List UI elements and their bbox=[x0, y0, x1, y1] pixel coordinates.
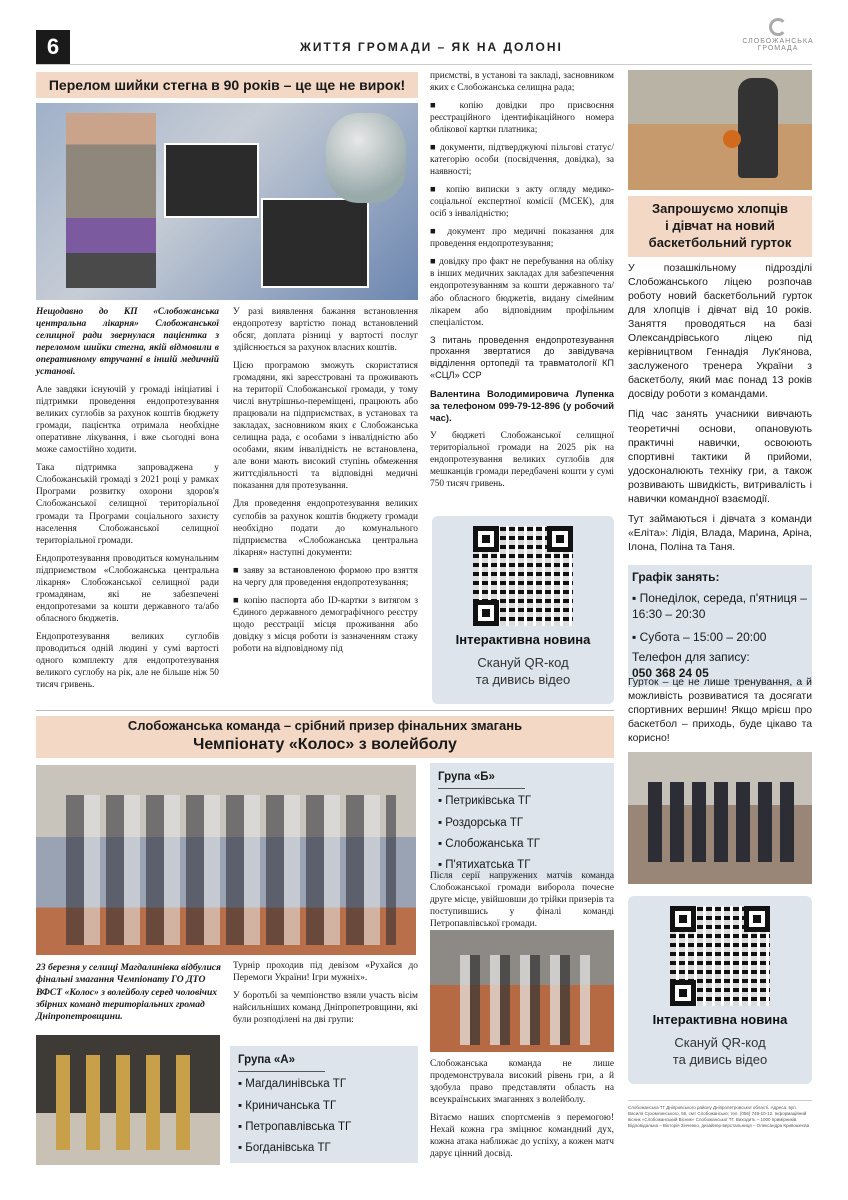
basketball-paragraph: Тут займаються і дівчата з команди «Еліта»: Лідія, Влада, Марина, Аріна, Ілона, Поліна та Таня. bbox=[628, 513, 812, 553]
volley-col3-bottom bbox=[430, 1058, 614, 1166]
schedule-box bbox=[628, 565, 812, 687]
article1-bullet: ■ документи, підтверджуючі пільгові статус/категорію особи (посвідчення, довідка), за наявності; bbox=[430, 143, 614, 178]
basketball-text bbox=[628, 262, 812, 561]
article1-contact: Валентина Володимировича Лупенка за телефоном 099-79-12-896 (у робочий час). bbox=[430, 387, 614, 423]
xray-image-2 bbox=[261, 198, 369, 288]
patient-figure bbox=[66, 113, 156, 288]
volley-title-line1: Слобожанська команда – срібний призер фінальних змагань bbox=[127, 718, 523, 733]
article1-paragraph: Ендопротезування проводиться комунальним підприємством «Слобожанська центральна лікарня» Слобожанської селищної ради громадянам, які не забезпечені ендопротезами за кошти державного та/або обласного бюджетів. bbox=[36, 553, 219, 624]
article1-paragraph: У разі виявлення бажання встановлення ендопротезу вартістю понад встановлений обсяг, доплата різниці у вартості послуг здійснюється за рахунок власних коштів. bbox=[233, 307, 418, 354]
match-players bbox=[460, 955, 590, 1045]
qr-news-box-2[interactable] bbox=[628, 896, 812, 1084]
qr-subtitle: та дивись відео bbox=[672, 1051, 768, 1067]
group-b-item: ▪ П'ятихатська ТГ bbox=[438, 859, 531, 872]
article1-paragraph: Така підтримка запроваджена у Слобожанській громаді з 2021 році у рамках Програми розвитку охорони здоров'я Слобожанської селищної територіальної громади та Програми соціального захисту населення Слобожанської селищної територіальної громади. bbox=[36, 463, 219, 546]
page-number: 6 bbox=[36, 30, 70, 64]
article1-paragraph: Цією програмою зможуть скористатися громадяни, які зареєстровані та проживають на території Слобожанської громади, у тому числі внутрішньо-переміщені, працюють або працювали на підприємствах, в установах та закладах, засновником яких є Слобожанська селищна рада, є особами з інвалідністю або особами, яким інвалідність не встановлена, але вони мають високий ступінь обмеження життєдіяльності та відповідні медичні показання для протезування. bbox=[233, 361, 418, 492]
qr-news-box-1[interactable] bbox=[432, 516, 614, 704]
article1-title: Перелом шийки стегна в 90 років – це ще не вирок! bbox=[36, 72, 418, 98]
volley-paragraph: Турнір проходив під девізом «Рухайся до Перемоги України! Ігри мужніх». bbox=[233, 961, 418, 984]
article1-col2 bbox=[233, 306, 418, 661]
logo-line1: СЛОБОЖАНСЬКА bbox=[742, 38, 814, 45]
article1-paragraph: У бюджеті Слобожанської селищної територіальної громади на 2025 рік на ендопротезування великих суглобів для мешканців громади передбачені кошти у сумі 750 тисяч гривень. bbox=[430, 430, 614, 489]
qr-title: Інтерактивна новина bbox=[455, 632, 591, 647]
volley-paragraph: Після серії напружених матчів команда Слобожанської громади виборола почесне друге місце, увійшовши до трійки призерів та поступившись у фіналі команді Петропавлівської громади. bbox=[430, 871, 614, 930]
group-a-item: ▪ Петропавлівська ТГ bbox=[238, 1120, 352, 1133]
article1-paragraph: приємстві, в установі та закладі, засновником яких є Слобожанська селищна рада; bbox=[430, 71, 614, 94]
volley-paragraph: У боротьбі за чемпіонство взяли участь вісім найсильніших команд Дніпропетровщини, які були розподілені на дві групи: bbox=[233, 991, 418, 1026]
qr-subtitle: Скануй QR-код bbox=[674, 1035, 766, 1050]
qr-subtitle: Скануй QR-код bbox=[477, 655, 569, 670]
volley-team-photo bbox=[36, 765, 416, 955]
basketball-photo-top bbox=[628, 70, 812, 190]
article1-photo bbox=[36, 103, 418, 300]
volley-col3 bbox=[430, 870, 614, 936]
header-divider bbox=[36, 64, 812, 65]
basketball-photo-bottom bbox=[628, 752, 812, 884]
article1-paragraph: Але завдяки існуючій у громаді ініціативі і підтримки проведення ендопротезування великих суглобів за рахунок коштів бюджету громади, пацієнтка отримала необхідне оперативне лікування, і вже сьогодні вона може самостійно ходити. bbox=[36, 385, 219, 456]
article1-col3 bbox=[430, 70, 614, 496]
volley-paragraph: Вітаємо наших спортсменів з перемогою! Нехай кожна гра зміцнює командний дух, кожна атака наближає до успіху, а кожен матч дарує цінний досвід. bbox=[430, 1113, 614, 1160]
article1-lead: Нещодавно до КП «Слобожанська центральна лікарня» Слобожанської селищної ради звернулася пацієнтка з переломом шийки стегна, якій відмовили в оперативному втручанні в іншій медичній установі. bbox=[36, 307, 219, 378]
volley-col2 bbox=[233, 960, 418, 1032]
group-a-item: ▪ Богданівська ТГ bbox=[238, 1142, 331, 1155]
basketball-title-line: Запрошуємо хлопців bbox=[651, 201, 789, 216]
section-divider bbox=[36, 710, 614, 711]
trophy-icons bbox=[56, 1055, 196, 1150]
group-b-item: ▪ Роздорська ТГ bbox=[438, 816, 524, 829]
group-a-box bbox=[230, 1046, 418, 1163]
group-b-box bbox=[430, 763, 614, 880]
trophies-photo bbox=[36, 1035, 220, 1165]
basketball-title-line: баскетбольний гурток bbox=[648, 234, 792, 250]
basketball-title bbox=[628, 196, 812, 257]
basketball-paragraph: Гурток – це не лише тренування, а й можливість розвиватися та досягати спортивних вершин! Якщо мрієш про баскетбол – приходь, буде цікаво та корисно! bbox=[628, 677, 812, 745]
community-logo bbox=[738, 18, 818, 52]
qr-subtitle: та дивись відео bbox=[475, 671, 571, 687]
article1-bullet: ■ копію виписки з акту огляду медико-соціальної експертної комісії (МСЕК), для осіб з інвалідністю; bbox=[430, 185, 614, 220]
group-a-item: ▪ Магдалинівська ТГ bbox=[238, 1078, 347, 1091]
volley-match-photo bbox=[430, 930, 614, 1052]
article1-bullet: ■ копію довідки про присвоєння реєстраційного ідентифікаційного номера облікової картки платника; bbox=[430, 101, 614, 136]
team-figures bbox=[648, 782, 798, 862]
basketball-title-line: і дівчат на новий bbox=[665, 217, 775, 233]
logo-mark-icon bbox=[769, 18, 787, 36]
volley-title bbox=[36, 716, 614, 758]
article1-bullet: ■ заяву за встановленою формою про взяття на чергу для проведення ендопротезування; bbox=[233, 565, 418, 588]
phone-number[interactable]: 050 368 24 05 bbox=[632, 666, 709, 681]
article1-paragraph: З питань проведення ендопротезування прохання звертатися до завідувача відділення ортопедії та травматології КП «СЦЛ» ССР bbox=[430, 334, 614, 380]
article1-bullet: ■ документ про медичні показання для проведення ендопротезування; bbox=[430, 227, 614, 250]
phone-label: Телефон для запису: bbox=[632, 649, 750, 664]
implant-image bbox=[326, 113, 406, 203]
group-b-title: Група «Б» bbox=[438, 767, 525, 789]
xray-image-1 bbox=[164, 143, 259, 218]
qr-code-icon[interactable] bbox=[473, 526, 573, 626]
schedule-item: ▪ Субота – 15:00 – 20:00 bbox=[632, 629, 767, 644]
article1-bullet: ■ довідку про факт не перебування на обліку в інших медичних закладах для забезпечення ендопротезуванням за кошти державного та/або обласного бюджетів, видану сімейним лікарем або відповідним профільним спеціалістом. bbox=[430, 257, 614, 328]
volley-title-line2: Чемпіонату «Колос» з волейболу bbox=[193, 735, 457, 753]
basketball-paragraph: Під час занять учасники вивчають теоретичні основи, опановують практичні навички, освоюють спортивні тактики й прийоми, удосконалюють техніку гри, а також розвивають швидкість, витривалість і навички командної взаємодії. bbox=[628, 409, 812, 505]
basketball-icon bbox=[723, 130, 741, 148]
logo-line2: ГРОМАДА bbox=[757, 45, 799, 52]
schedule-title: Графік занять: bbox=[632, 570, 720, 584]
article1-bullet: ■ копію паспорта або ID-картки з витягом з Єдиного державного демографічного реєстру щодо реєстрації місця проживання або довідку з місця роботи із зазначенням стажу роботи на відповідному під bbox=[233, 595, 418, 654]
group-a-item: ▪ Криничанська ТГ bbox=[238, 1099, 337, 1112]
volley-caption: 23 березня у селищі Магдалинівка відбулися фінальні змагання Чемпіонату ГО ДТО ВФСТ «Колос» з волейболу серед чоловічих збірних команд територіальних громад Дніпропетровщини. bbox=[36, 962, 221, 1023]
schedule-item: ▪ Понеділок, середа, п'ятниця – 16:30 – 20:30 bbox=[632, 591, 807, 621]
qr-code-icon[interactable] bbox=[670, 906, 770, 1006]
section-title: ЖИТТЯ ГРОМАДИ – ЯК НА ДОЛОНІ bbox=[300, 40, 563, 54]
volley-paragraph: Слобожанська команда не лише продемонструвала високий рівень гри, а й здобула право представляти область на всеукраїнських змаганнях з волейболу. bbox=[430, 1059, 614, 1106]
article1-paragraph: Ендопротезування великих суглобів проводиться одній людині у сумі вартості одного комплекту для ендопротезування великого суглобу на рік, але не більше ніж 50 тисяч гривень. bbox=[36, 631, 219, 690]
player-figure bbox=[738, 78, 778, 178]
qr-title: Інтерактивна новина bbox=[652, 1012, 788, 1027]
team-figures bbox=[66, 795, 396, 945]
basketball-paragraph: У позашкільному підрозділі Слобожанського ліцею розпочав роботу новий баскетбольний гурток для хлопців і дівчат від 10 років. Заняття проводяться на базі Олександрівського ліцею під керівництвом Геннадія Лук'янова, заслуженого тренера України з баскетболу, який має понад 13 років досвіду роботи з командами. bbox=[628, 263, 812, 401]
article1-paragraph: Для проведення ендопротезування великих суглобів за рахунок коштів бюджету громади необхідно подати до комунального підприємства «Слобожанська центральна лікарня» наступні документи: bbox=[233, 499, 418, 558]
imprint: Слобожанська ТГ Дніпровського району Дніпропетровської області. Адреса: вул. Василя Сухомлинського, 56, смт Слобожанське; тел. (056) 749-10-12. Інформаційний вісник «Слобожанський Вісник» Слобожанської ТГ. Виходить – 1000 примірників. Відповідальна – Вікторія Зінченко, дизайнер-верстальниця – Олександра Кривошеєва bbox=[628, 1100, 812, 1128]
article1-col1 bbox=[36, 306, 219, 697]
group-b-item: ▪ Петриківська ТГ bbox=[438, 795, 532, 808]
basketball-closing bbox=[628, 676, 812, 752]
group-a-title: Група «А» bbox=[238, 1050, 325, 1072]
group-b-item: ▪ Слобожанська ТГ bbox=[438, 837, 540, 850]
